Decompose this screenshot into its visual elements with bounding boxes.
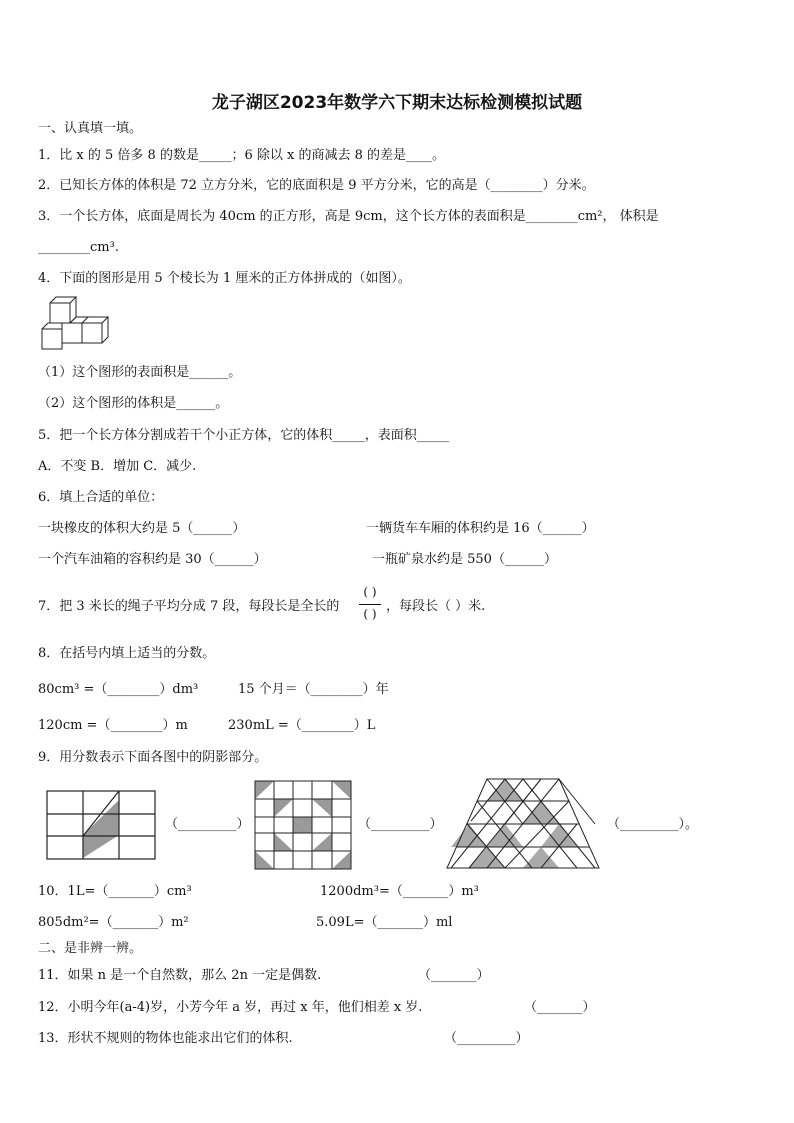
grid-figure-1 [46,790,156,860]
question-11: 11．如果 n 是一个自然数，那么 2n 一定是偶数. [38,968,322,983]
question-5-options: A．不变 B．增加 C．减少. [38,459,197,474]
question-8-b: 15 个月＝（________）年 [238,682,389,697]
fraction-bar [359,604,381,605]
question-7-part1: 7．把 3 米长的绳子平均分成 7 段，每段长是全长的 [38,599,340,614]
question-8-a: 80cm³ =（________）dm³ [38,682,199,697]
question-6-a: 一块橡皮的体积大约是 5（______） [38,521,246,536]
question-7-part2: ，每段长（ ）米. [386,599,486,614]
figure-3-blank: （_________）。 [607,817,699,832]
question-8: 8．在括号内填上适当的分数。 [38,646,216,661]
question-13-blank: （_________） [444,1031,529,1046]
question-2: 2．已知长方体的体积是 72 立方分米，它的底面积是 9 平方分米，它的高是（________）分米。 [38,178,595,193]
question-6: 6．填上合适的单位： [38,490,164,505]
section-1-heading: 一、认真填一填。 [38,121,143,136]
question-4: 4．下面的图形是用 5 个棱长为 1 厘米的正方体拼成的（如图）。 [38,271,411,286]
question-10-b: 1200dm³=（_______）m³ [320,884,479,899]
question-13: 13．形状不规则的物体也能求出它们的体积. [38,1031,293,1046]
cubes-figure [38,295,118,353]
figure-1-blank: （_________） [165,817,250,832]
question-4-part2: （2）这个图形的体积是______。 [38,396,229,411]
fraction-denominator: ( ) [363,607,377,621]
fraction-numerator: ( ) [363,585,377,599]
question-11-blank: （_______） [418,968,490,983]
question-10-c: 805dm²=（_______）m² [38,915,189,930]
question-9: 9．用分数表示下面各图中的阴影部分。 [38,750,268,765]
grid-figure-2 [254,780,352,870]
question-12: 12．小明今年(a-4)岁，小芳今年 a 岁，再过 x 年，他们相差 x 岁. [38,1000,423,1015]
section-2-heading: 二、是非辨一辨。 [38,941,143,956]
triangle-figure-3 [445,778,601,870]
page-title: 龙子湖区2023年数学六下期末达标检测模拟试题 [211,93,583,113]
question-4-part1: （1）这个图形的表面积是______。 [38,365,242,380]
question-12-blank: （_______） [524,1000,596,1015]
question-10-a: 10．1L=（_______）cm³ [38,884,192,899]
question-3-line1: 3．一个长方体，底面是周长为 40cm 的正方形，高是 9cm，这个长方体的表面积是________cm²， 体积是 [38,209,659,224]
question-6-c: 一个汽车油箱的容积约是 30（______） [38,552,267,567]
blank-fraction [357,585,383,625]
question-6-b: 一辆货车车厢的体积约是 16（______） [366,521,595,536]
question-5: 5．把一个长方体分割成若干个小正方体，它的体积_____，表面积_____ [38,428,450,443]
question-1: 1．比 x 的 5 倍多 8 的数是_____；6 除以 x 的商减去 8 的差是____。 [38,148,445,163]
question-10-d: 5.09L=（_______）ml [316,915,453,930]
question-8-c: 120cm =（________）m [38,718,188,733]
question-3-line2: ________cm³. [38,240,119,255]
figure-2-blank: （_________） [358,817,443,832]
question-6-d: 一瓶矿泉水约是 550（______） [372,552,557,567]
question-8-d: 230mL =（________）L [228,718,376,733]
